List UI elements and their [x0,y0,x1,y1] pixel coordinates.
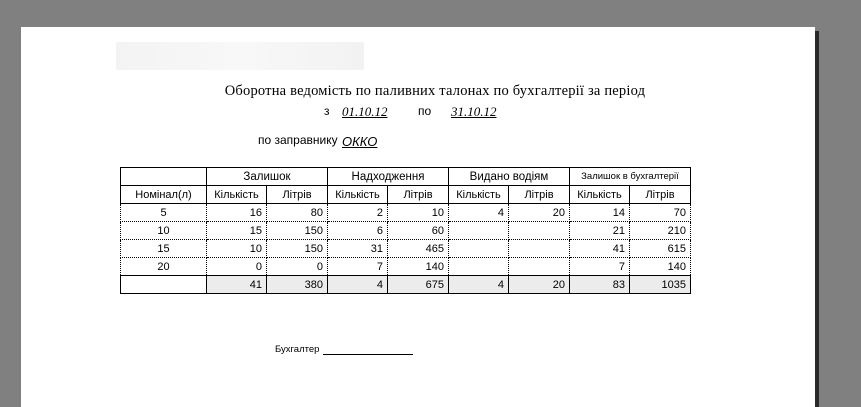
report-table [120,167,691,294]
column-header: Літрів [630,186,691,204]
column-header: Кількість [449,186,509,204]
table-cell [449,222,509,240]
total-cell: 675 [388,276,449,294]
column-header: Кількість [328,186,388,204]
table-cell: 0 [267,258,328,276]
table-cell: 7 [328,258,388,276]
total-cell: 83 [570,276,630,294]
station-value: ОККО [342,134,378,149]
cell-nominal: 10 [121,222,207,240]
table-cell [449,240,509,258]
group-header: Залишок [207,168,328,186]
total-row [121,276,691,294]
column-header: Кількість [207,186,267,204]
cell-nominal: 20 [121,258,207,276]
table-cell: 31 [328,240,388,258]
signature-line [275,344,413,355]
total-cell: 4 [449,276,509,294]
column-header: Номінал(л) [121,186,207,204]
table-cell [509,258,570,276]
table-cell: 14 [570,204,630,222]
blurred-header [116,42,364,70]
table-cell: 41 [570,240,630,258]
table-cell: 2 [328,204,388,222]
table-cell: 70 [630,204,691,222]
table-row [121,222,691,240]
table-cell: 16 [207,204,267,222]
total-cell: 41 [207,276,267,294]
period-from-value: 01.10.12 [342,104,388,119]
group-header-row [121,168,691,186]
table-cell: 10 [388,204,449,222]
table-cell: 150 [267,240,328,258]
table-cell: 0 [207,258,267,276]
table-row [121,240,691,258]
column-header: Літрів [509,186,570,204]
total-cell: 20 [509,276,570,294]
total-cell: 1035 [630,276,691,294]
signature-underline [323,345,413,355]
period-from-label: з [324,104,330,118]
column-header: Кількість [570,186,630,204]
group-header: Залишок в бухгалтерії [570,168,691,186]
signature-label: Бухгалтер [275,344,320,355]
table-cell [509,240,570,258]
table-cell: 4 [449,204,509,222]
period-to-label: по [418,104,432,118]
table-cell: 7 [570,258,630,276]
table-cell: 210 [630,222,691,240]
table-row [121,258,691,276]
table-cell: 60 [388,222,449,240]
total-cell [121,276,207,294]
total-cell: 4 [328,276,388,294]
table-cell [449,258,509,276]
table-cell: 140 [388,258,449,276]
table-cell: 6 [328,222,388,240]
table-cell: 15 [207,222,267,240]
group-header-blank [121,168,207,186]
report-title: Оборотна ведомість по паливних талонах по бухгалтерії за період [224,83,646,99]
column-header: Літрів [267,186,328,204]
table-row [121,204,691,222]
cell-nominal: 5 [121,204,207,222]
table-cell [509,222,570,240]
period-to-value: 31.10.12 [451,104,497,119]
cell-nominal: 15 [121,240,207,258]
group-header: Надходження [328,168,449,186]
station-label: по заправнику [258,133,338,147]
table-cell: 140 [630,258,691,276]
table-cell: 80 [267,204,328,222]
report-page [21,27,815,407]
table-cell: 615 [630,240,691,258]
table-cell: 20 [509,204,570,222]
column-header-row [121,186,691,204]
table-cell: 465 [388,240,449,258]
table-cell: 21 [570,222,630,240]
table-cell: 150 [267,222,328,240]
total-cell: 380 [267,276,328,294]
table-cell: 10 [207,240,267,258]
column-header: Літрів [388,186,449,204]
group-header: Видано водіям [449,168,570,186]
